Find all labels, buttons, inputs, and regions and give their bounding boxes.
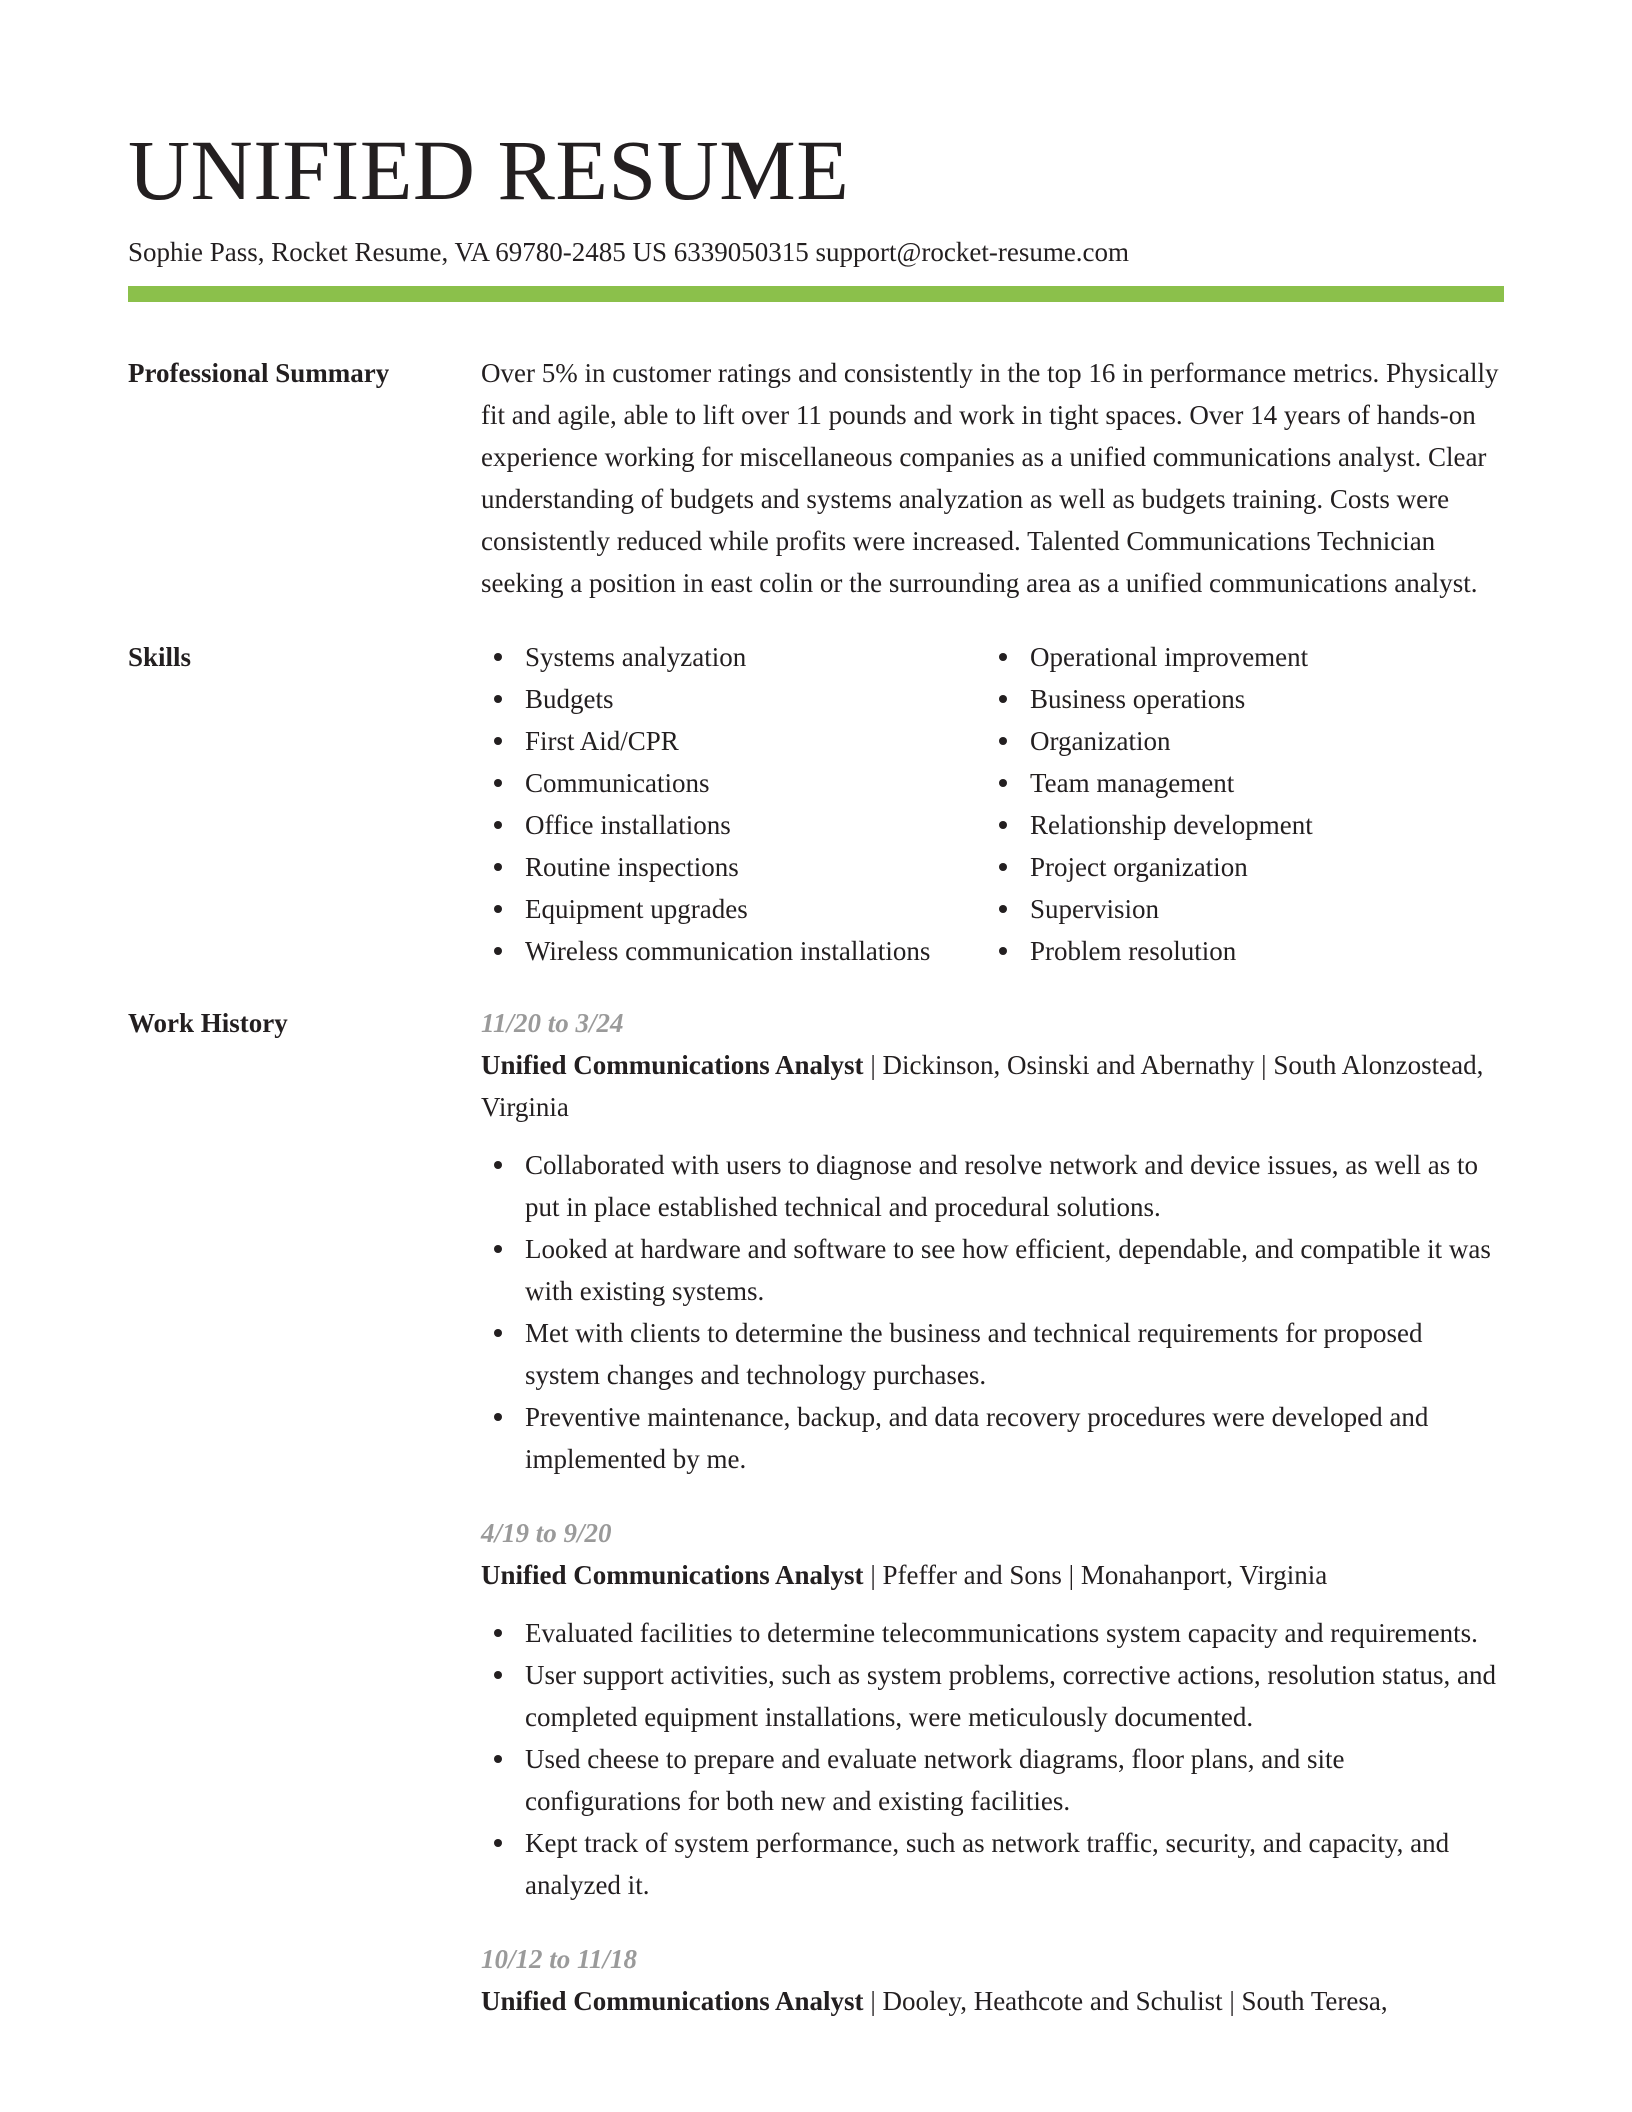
job-bullet: Collaborated with users to diagnose and resolve network and device issues, as well as to put in place established technical and procedural solutions. — [481, 1144, 1504, 1228]
skill-item: Team management — [986, 762, 1313, 804]
job-entry — [481, 1002, 1504, 1480]
section-label-summary: Professional Summary — [128, 358, 390, 388]
job-bullet: Looked at hardware and software to see how efficient, dependable, and compatible it was with existing systems. — [481, 1228, 1504, 1312]
work-history-body — [481, 1002, 1504, 2054]
skill-item: Equipment upgrades — [481, 888, 986, 930]
skill-item: Problem resolution — [986, 930, 1313, 972]
job-bullet: Evaluated facilities to determine telecommunications system capacity and requirements. — [481, 1612, 1504, 1654]
skills-section — [128, 636, 1504, 972]
header-divider — [128, 286, 1504, 302]
skill-item: Relationship development — [986, 804, 1313, 846]
skills-list-left — [481, 636, 986, 972]
skills-list-right — [986, 636, 1313, 972]
skill-item: Wireless communication installations — [481, 930, 986, 972]
skill-item: Communications — [481, 762, 986, 804]
skill-item: Project organization — [986, 846, 1313, 888]
contact-line: Sophie Pass, Rocket Resume, VA 69780-2485 US 6339050315 support@rocket-resume.com — [128, 237, 1130, 267]
skill-item: Operational improvement — [986, 636, 1313, 678]
section-label-work: Work History — [128, 1008, 288, 1038]
skill-item: Office installations — [481, 804, 986, 846]
skills-body — [481, 636, 1504, 972]
skill-item: First Aid/CPR — [481, 720, 986, 762]
job-bullet: Preventive maintenance, backup, and data recovery procedures were developed and implemented by me. — [481, 1396, 1504, 1480]
job-title: Unified Communications Analyst — [481, 1986, 864, 2016]
skill-item: Business operations — [986, 678, 1313, 720]
professional-summary-section — [128, 352, 1504, 604]
job-employer-location: | Dickinson, Osinski and Abernathy | South Alonzostead, Virginia — [481, 1050, 1484, 1122]
job-heading — [481, 1980, 1504, 2022]
job-dates: 10/12 to 11/18 — [481, 1944, 638, 1974]
job-bullet: Used cheese to prepare and evaluate network diagrams, floor plans, and site configurations for both new and existing facilities. — [481, 1738, 1504, 1822]
summary-text: Over 5% in customer ratings and consistently in the top 16 in performance metrics. Physically fit and agile, able to lift over 11 pounds and work in tight spaces. Over 14 years of hands-on experience working for miscellaneous companies as a unified communications analyst. Clear understanding of budgets and systems analyzation as well as budgets training. Costs were consistently reduced while profits were increased. Talented Communications Technician seeking a position in east colin or the surrounding area as a unified communications analyst. — [481, 358, 1499, 598]
job-employer-location: | Dooley, Heathcote and Schulist | South Teresa, — [863, 1986, 1388, 2016]
section-label-skills: Skills — [128, 642, 192, 672]
work-history-section — [128, 1002, 1504, 2054]
skill-item: Routine inspections — [481, 846, 986, 888]
job-heading — [481, 1554, 1504, 1596]
job-bullet-list — [481, 1612, 1504, 1906]
job-dates: 11/20 to 3/24 — [481, 1008, 624, 1038]
job-bullet: User support activities, such as system problems, corrective actions, resolution status, and completed equipment installations, were meticulously documented. — [481, 1654, 1504, 1738]
resume-name: UNIFIED RESUME — [128, 122, 850, 218]
skill-item: Budgets — [481, 678, 986, 720]
job-entry — [481, 1512, 1504, 1906]
job-entry — [481, 1938, 1504, 2022]
job-bullet: Met with clients to determine the business and technical requirements for proposed system changes and technology purchases. — [481, 1312, 1504, 1396]
job-bullet: Kept track of system performance, such as network traffic, security, and capacity, and analyzed it. — [481, 1822, 1504, 1906]
job-dates: 4/19 to 9/20 — [481, 1518, 612, 1548]
skill-item: Organization — [986, 720, 1313, 762]
job-bullet-list — [481, 1144, 1504, 1480]
skill-item: Systems analyzation — [481, 636, 986, 678]
job-title: Unified Communications Analyst — [481, 1560, 864, 1590]
job-title: Unified Communications Analyst — [481, 1050, 864, 1080]
job-heading — [481, 1044, 1504, 1128]
job-employer-location: | Pfeffer and Sons | Monahanport, Virginia — [863, 1560, 1328, 1590]
skills-columns — [481, 636, 1504, 972]
skill-item: Supervision — [986, 888, 1313, 930]
